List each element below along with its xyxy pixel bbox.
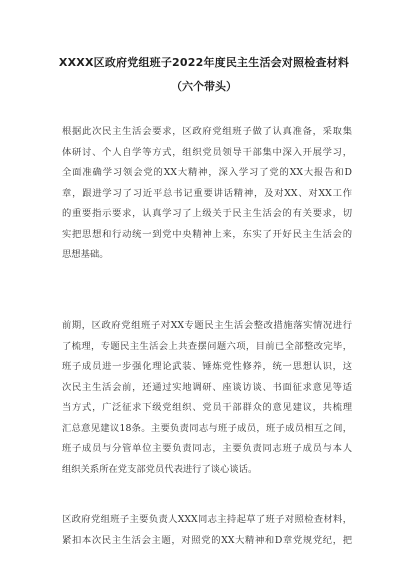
paragraph-line: 根据此次民主生活会要求，区政府党组班子做了认真准备，采取集 — [62, 126, 352, 137]
paragraph-line: 当方式，广泛征求下级党组织、党员干部群众的意见建议，共梳理 — [62, 402, 352, 413]
paragraph-line: 全面准确学习领会党的XX大精神，深入学习了党的XX大报告和D — [62, 167, 352, 178]
paragraph-line: 汇总意见建议18条。主要负责同志与班子成员，班子成员相互之间， — [62, 422, 352, 434]
paragraph-line: 章，跟进学习了习近平总书记重要讲话精神，及对XX、对XX工作 — [62, 187, 352, 199]
paragraph-line: 班子成员与分管单位主要负责同志，主要负责同志班子成员与本人 — [62, 443, 352, 454]
paragraph-line: 思想基础。 — [62, 249, 109, 260]
paragraph-line: 紧扣本次民主生活会主题，对照党的XX大精神和D章党规党纪，把 — [62, 534, 352, 546]
paragraph-3 — [62, 510, 352, 551]
paragraph-line: 组织关系所在党支部党员代表进行了谈心谈话。 — [62, 463, 258, 475]
paragraph-line: 班子成员进一步强化理论武装、锤炼党性修养，统一思想认识，这 — [62, 361, 352, 372]
paragraph-line: 体研讨、个人自学等方式，组织党员领导干部集中深入开展学习， — [62, 146, 352, 158]
paragraph-line: 实把思想和行动统一到党中央精神上来，东实了开好民主生活会的 — [62, 228, 352, 240]
paragraph-line: 前期，区政府党组班子对XX专题民主生活会整改措施落实情况进行 — [62, 320, 352, 331]
paragraph-2 — [62, 316, 352, 480]
document-subtitle: （六个带头） — [171, 80, 237, 93]
paragraph-line: 了梳理，专题民主生活会上共查摆问题六项，目前已全部整改完毕， — [62, 340, 352, 352]
paragraph-1 — [62, 122, 352, 266]
paragraph-line: 的重要指示要求，认真学习了上级关于民主生活会的有关要求，切 — [62, 208, 352, 219]
paragraph-line: 区政府党组班子主要负责人XXX同志主持起草了班子对照检查材料， — [62, 514, 352, 525]
paragraph-line: 次民主生活会前，还通过实地调研、座谈访谈、书面征求意见等适 — [62, 381, 352, 393]
document-title: XXXX区政府党组班子2022年度民主生活会对照检查材料 — [58, 56, 350, 69]
